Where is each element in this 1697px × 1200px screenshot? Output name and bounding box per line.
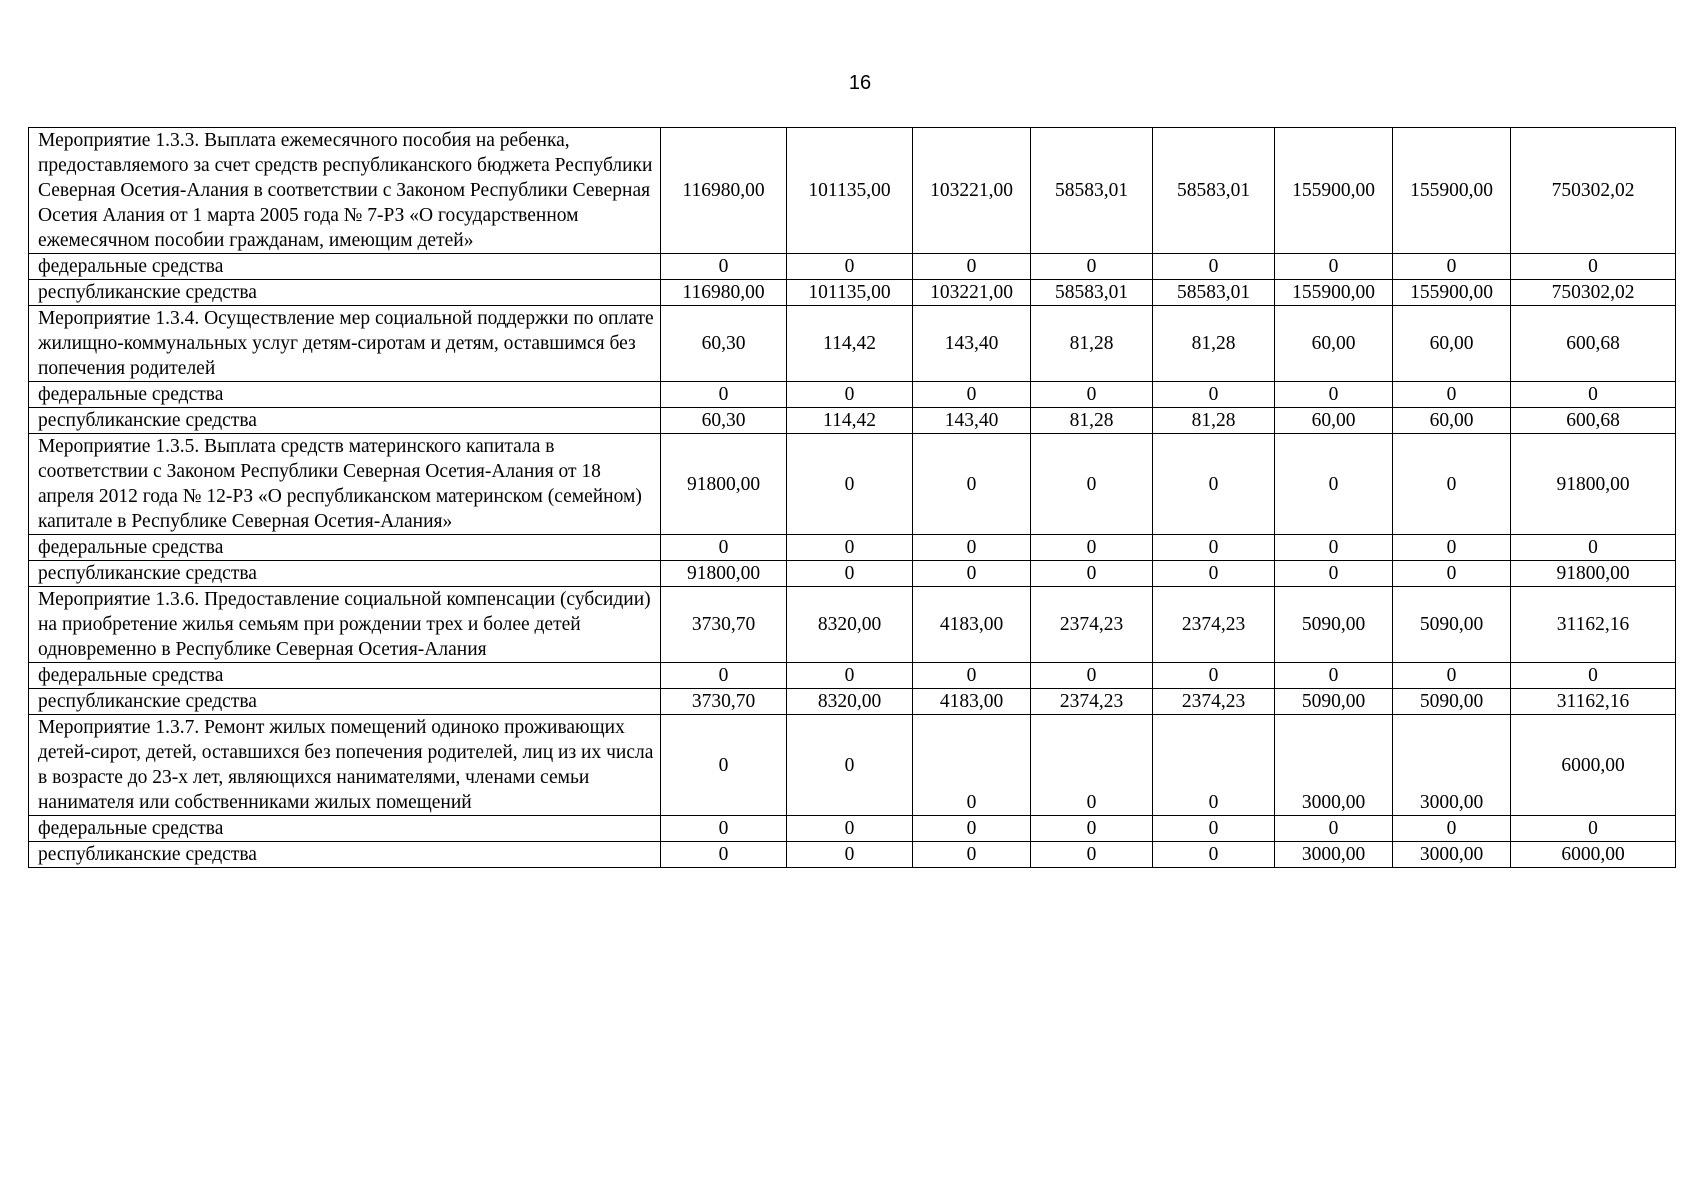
funding-source-cell: республиканские средства [29, 561, 661, 587]
value-cell: 5090,00 [1393, 587, 1511, 663]
value-cell: 0 [1393, 816, 1511, 842]
value-cell: 6000,00 [1511, 842, 1676, 868]
value-cell: 0 [1275, 535, 1393, 561]
value-cell: 60,00 [1393, 408, 1511, 434]
value-cell: 0 [1275, 663, 1393, 689]
measure-name-cell: Мероприятие 1.3.7. Ремонт жилых помещений одиноко проживающих детей-сирот, детей, оставшихся без попечения родителей, лиц из их числа в возрасте до 23-х лет, являющихся нанимателями, членами семьи нанимателя или собственниками жилых помещений [29, 715, 661, 816]
value-cell: 3730,70 [661, 587, 787, 663]
value-cell: 0 [1275, 816, 1393, 842]
value-cell: 103221,00 [913, 280, 1031, 306]
value-cell: 0 [1511, 254, 1676, 280]
value-cell: 0 [661, 663, 787, 689]
value-cell: 0 [1393, 254, 1511, 280]
value-cell: 60,00 [1393, 306, 1511, 382]
value-cell: 81,28 [1153, 306, 1275, 382]
value-cell: 0 [913, 842, 1031, 868]
value-cell: 750302,02 [1511, 128, 1676, 254]
value-cell: 0 [1153, 842, 1275, 868]
value-cell: 0 [1153, 561, 1275, 587]
value-cell: 3000,00 [1275, 842, 1393, 868]
value-cell: 116980,00 [661, 280, 787, 306]
value-cell: 0 [1275, 382, 1393, 408]
value-cell: 31162,16 [1511, 587, 1676, 663]
value-cell: 2374,23 [1031, 587, 1153, 663]
value-cell: 0 [1031, 842, 1153, 868]
value-cell: 0 [913, 663, 1031, 689]
value-cell: 8320,00 [787, 689, 913, 715]
value-cell: 3730,70 [661, 689, 787, 715]
value-cell: 0 [913, 535, 1031, 561]
value-cell: 0 [1511, 535, 1676, 561]
value-cell: 3000,00 [1393, 715, 1511, 816]
value-cell: 91800,00 [661, 561, 787, 587]
value-cell: 0 [787, 842, 913, 868]
value-cell: 0 [661, 715, 787, 816]
value-cell: 0 [1031, 663, 1153, 689]
value-cell: 0 [1393, 382, 1511, 408]
value-cell: 6000,00 [1511, 715, 1676, 816]
value-cell: 0 [661, 254, 787, 280]
value-cell: 750302,02 [1511, 280, 1676, 306]
value-cell: 0 [1153, 254, 1275, 280]
page-number: 16 [848, 72, 872, 94]
value-cell: 0 [913, 715, 1031, 816]
funding-source-cell: федеральные средства [29, 535, 661, 561]
value-cell: 143,40 [913, 306, 1031, 382]
value-cell: 5090,00 [1275, 689, 1393, 715]
value-cell: 0 [661, 842, 787, 868]
value-cell: 0 [1153, 434, 1275, 535]
value-cell: 2374,23 [1031, 689, 1153, 715]
measure-row [29, 434, 1676, 535]
value-cell: 2374,23 [1153, 689, 1275, 715]
funding-source-row [29, 254, 1676, 280]
value-cell: 0 [913, 382, 1031, 408]
value-cell: 60,00 [1275, 306, 1393, 382]
value-cell: 0 [661, 382, 787, 408]
value-cell: 0 [787, 535, 913, 561]
value-cell: 4183,00 [913, 587, 1031, 663]
funding-source-cell: федеральные средства [29, 254, 661, 280]
value-cell: 8320,00 [787, 587, 913, 663]
value-cell: 0 [787, 663, 913, 689]
funding-source-cell: республиканские средства [29, 280, 661, 306]
value-cell: 91800,00 [661, 434, 787, 535]
value-cell: 0 [787, 254, 913, 280]
funding-source-cell: республиканские средства [29, 689, 661, 715]
value-cell: 155900,00 [1275, 128, 1393, 254]
funding-source-row [29, 816, 1676, 842]
value-cell: 60,30 [661, 408, 787, 434]
value-cell: 60,00 [1275, 408, 1393, 434]
value-cell: 0 [1275, 561, 1393, 587]
value-cell: 31162,16 [1511, 689, 1676, 715]
funding-source-cell: республиканские средства [29, 408, 661, 434]
value-cell: 58583,01 [1153, 128, 1275, 254]
value-cell: 155900,00 [1393, 128, 1511, 254]
value-cell: 60,30 [661, 306, 787, 382]
funding-source-row [29, 689, 1676, 715]
value-cell: 0 [1511, 816, 1676, 842]
value-cell: 3000,00 [1275, 715, 1393, 816]
funding-source-row [29, 535, 1676, 561]
value-cell: 103221,00 [913, 128, 1031, 254]
value-cell: 2374,23 [1153, 587, 1275, 663]
funding-source-row [29, 663, 1676, 689]
value-cell: 155900,00 [1393, 280, 1511, 306]
funding-source-cell: федеральные средства [29, 382, 661, 408]
value-cell: 0 [1393, 535, 1511, 561]
measure-row [29, 715, 1676, 816]
value-cell: 5090,00 [1275, 587, 1393, 663]
value-cell: 0 [787, 561, 913, 587]
value-cell: 0 [787, 434, 913, 535]
value-cell: 3000,00 [1393, 842, 1511, 868]
value-cell: 0 [913, 254, 1031, 280]
value-cell: 0 [1275, 434, 1393, 535]
value-cell: 58583,01 [1031, 280, 1153, 306]
measure-name-cell: Мероприятие 1.3.4. Осуществление мер социальной поддержки по оплате жилищно-коммунальных услуг детям-сиротам и детям, оставшимся без попечения родителей [29, 306, 661, 382]
value-cell: 0 [1153, 816, 1275, 842]
funding-source-row [29, 842, 1676, 868]
value-cell: 0 [1275, 254, 1393, 280]
value-cell: 58583,01 [1153, 280, 1275, 306]
value-cell: 0 [661, 816, 787, 842]
value-cell: 0 [787, 715, 913, 816]
measure-name-cell: Мероприятие 1.3.6. Предоставление социальной компенсации (субсидии) на приобретение жилья семьям при рождении трех и более детей одновременно в Республике Северная Осетия-Алания [29, 587, 661, 663]
value-cell: 0 [1031, 715, 1153, 816]
value-cell: 0 [1031, 382, 1153, 408]
value-cell: 4183,00 [913, 689, 1031, 715]
value-cell: 0 [1153, 535, 1275, 561]
value-cell: 81,28 [1031, 306, 1153, 382]
value-cell: 0 [1393, 434, 1511, 535]
value-cell: 81,28 [1153, 408, 1275, 434]
value-cell: 143,40 [913, 408, 1031, 434]
value-cell: 101135,00 [787, 280, 913, 306]
value-cell: 0 [1031, 535, 1153, 561]
value-cell: 81,28 [1031, 408, 1153, 434]
value-cell: 155900,00 [1275, 280, 1393, 306]
value-cell: 0 [1153, 715, 1275, 816]
value-cell: 0 [1031, 254, 1153, 280]
value-cell: 600,68 [1511, 408, 1676, 434]
funding-source-row [29, 561, 1676, 587]
value-cell: 0 [913, 561, 1031, 587]
value-cell: 0 [1031, 434, 1153, 535]
measure-name-cell: Мероприятие 1.3.3. Выплата ежемесячного пособия на ребенка, предоставляемого за счет средств республиканского бюджета Республики Северная Осетия-Алания в соответствии с Законом Республики Северная Осетия Алания от 1 марта 2005 года № 7-РЗ «О государственном ежемесячном пособии гражданам, имеющим детей» [29, 128, 661, 254]
measure-row [29, 587, 1676, 663]
value-cell: 0 [1153, 382, 1275, 408]
measure-row [29, 306, 1676, 382]
funding-table [28, 127, 1676, 868]
value-cell: 0 [1031, 561, 1153, 587]
value-cell: 114,42 [787, 408, 913, 434]
value-cell: 0 [1153, 663, 1275, 689]
value-cell: 0 [1393, 561, 1511, 587]
value-cell: 0 [1393, 663, 1511, 689]
funding-source-cell: федеральные средства [29, 663, 661, 689]
funding-source-cell: федеральные средства [29, 816, 661, 842]
value-cell: 114,42 [787, 306, 913, 382]
measure-row [29, 128, 1676, 254]
measure-name-cell: Мероприятие 1.3.5. Выплата средств материнского капитала в соответствии с Законом Республики Северная Осетия-Алания от 18 апреля 2012 года № 12-РЗ «О республиканском материнском (семейном) капитале в Республике Северная Осетия-Алания» [29, 434, 661, 535]
value-cell: 0 [913, 434, 1031, 535]
value-cell: 101135,00 [787, 128, 913, 254]
funding-source-row [29, 280, 1676, 306]
funding-source-row [29, 408, 1676, 434]
funding-source-cell: республиканские средства [29, 842, 661, 868]
value-cell: 0 [1031, 816, 1153, 842]
funding-source-row [29, 382, 1676, 408]
table-body [29, 128, 1676, 868]
value-cell: 0 [787, 816, 913, 842]
value-cell: 0 [787, 382, 913, 408]
value-cell: 91800,00 [1511, 561, 1676, 587]
value-cell: 5090,00 [1393, 689, 1511, 715]
value-cell: 91800,00 [1511, 434, 1676, 535]
value-cell: 0 [1511, 663, 1676, 689]
value-cell: 0 [913, 816, 1031, 842]
value-cell: 0 [661, 535, 787, 561]
value-cell: 600,68 [1511, 306, 1676, 382]
value-cell: 58583,01 [1031, 128, 1153, 254]
value-cell: 116980,00 [661, 128, 787, 254]
value-cell: 0 [1511, 382, 1676, 408]
